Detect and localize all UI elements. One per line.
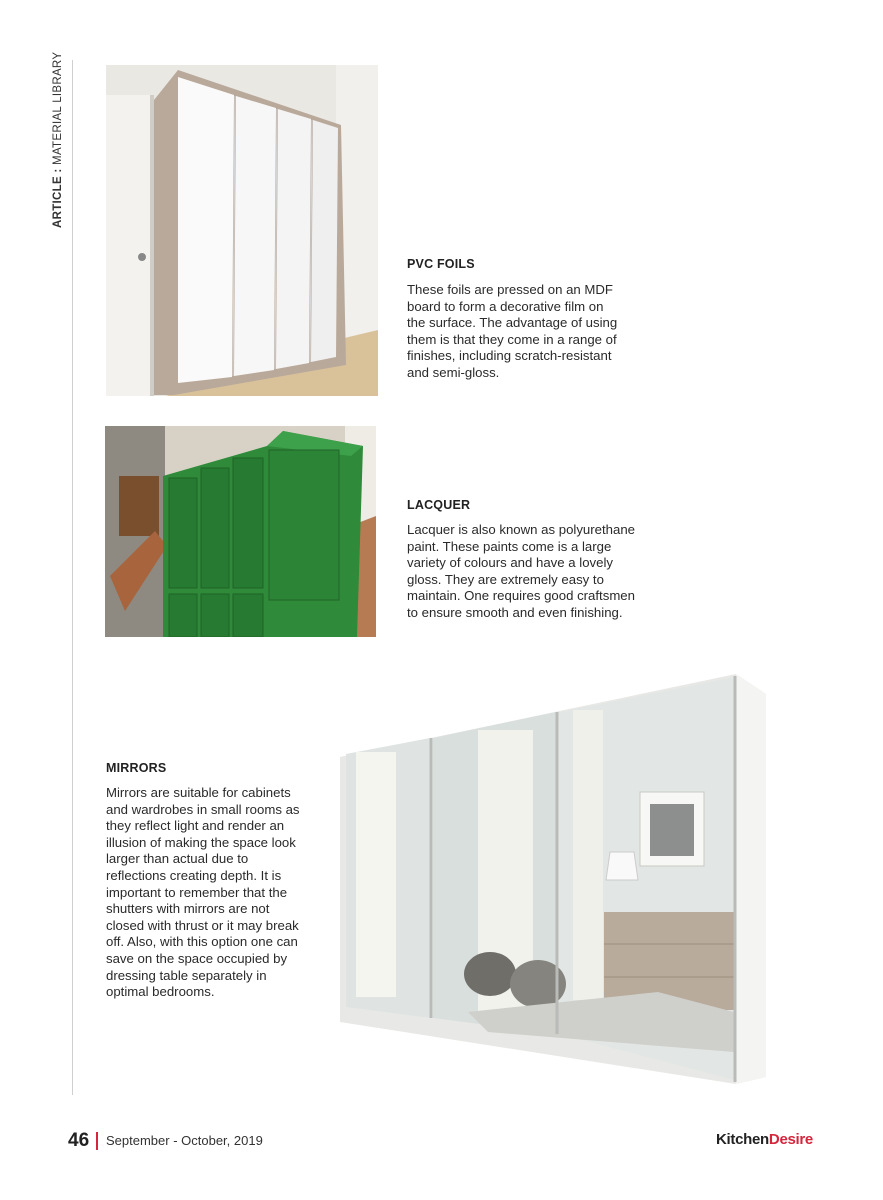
article-section: MATERIAL LIBRARY [52,51,64,165]
footer-separator [96,1132,98,1150]
issue-date: September - October, 2019 [106,1133,263,1148]
sidebar-rule [72,60,73,1095]
pvc-wardrobe-photo [106,65,378,396]
mirror-wardrobe-photo [338,672,768,1084]
brand-part2: Desire [768,1131,813,1148]
lacquer-heading: LACQUER [407,498,471,512]
mirrors-heading: MIRRORS [106,761,167,775]
mirrors-body: Mirrors are suitable for cabinets and wardrobes in small rooms as they reflect light and render an illusion of making the space look larger than actual due to reflections creating depth. It is important to remember that the shutters with mirrors are not closed with thrust or it may break off. Also, with this option one can save on the space occupied by dressing table separately in optimal bedrooms. [106,785,300,1000]
article-prefix: ARTICLE : [52,168,64,228]
pvc-heading: PVC FOILS [407,257,475,271]
lacquer-cabinet-photo [105,426,376,637]
brand-logo [716,1131,813,1148]
page-number: 46 [68,1130,90,1151]
lacquer-body: Lacquer is also known as polyurethane paint. These paints come is a large variety of colours and have a lovely gloss. They are extremely easy to maintain. One requires good craftsmen to ensure smooth and even finishing. [407,522,635,620]
brand-part1: Kitchen [716,1131,769,1148]
pvc-body: These foils are pressed on an MDF board to form a decorative film on the surface. The advantage of using them is that they come in a range of finishes, including scratch-resistant and semi-gloss. [407,282,618,380]
section-label [52,52,64,228]
